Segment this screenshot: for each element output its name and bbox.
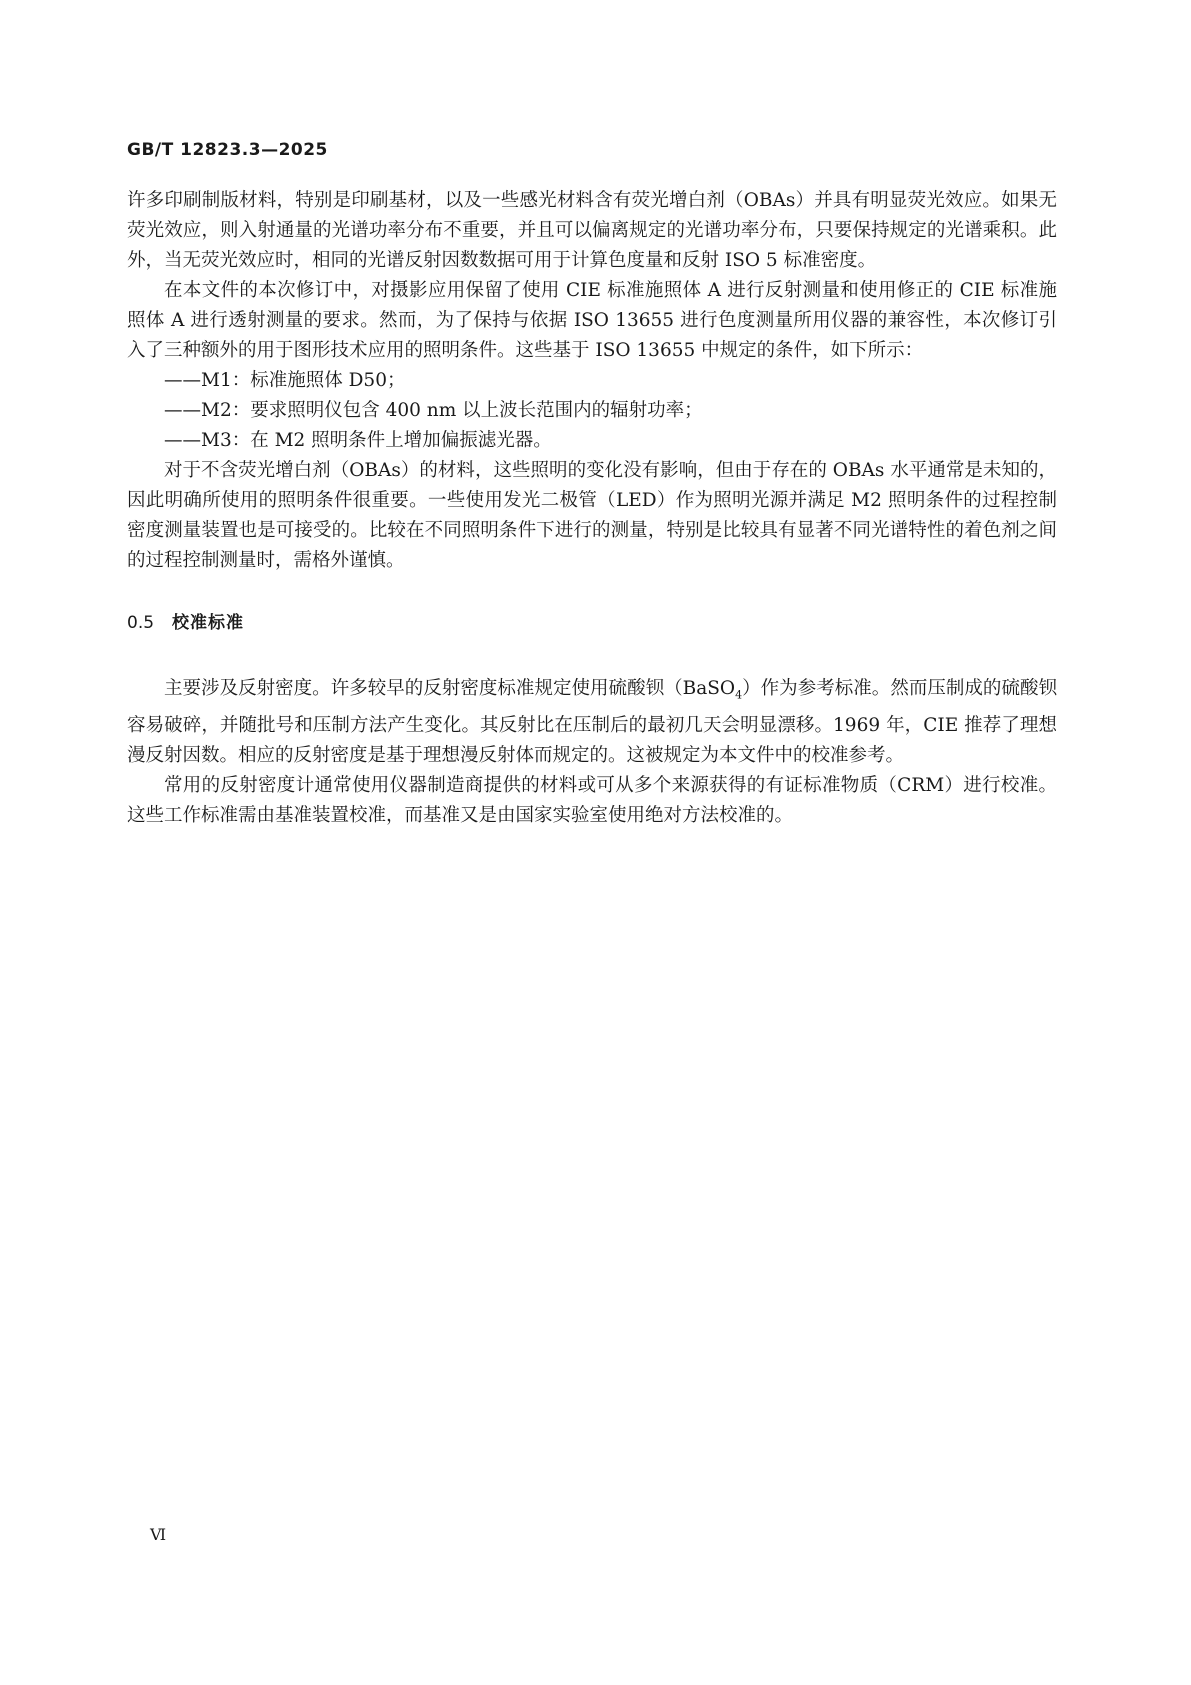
paragraph-revision: 在本文件的本次修订中，对摄影应用保留了使用 CIE 标准施照体 A 进行反射测量和使用修正的 CIE 标准施照体 A 进行透射测量的要求。然而，为了保持与依据 ISO 13655 进行色度测量所用仪器的兼容性，本次修订引入了三种额外的用于图形技术应用的照明条件。这些基于 ISO 13655 中规定的条件，如下所示： [127,280,1057,361]
paragraph-text-part: 主要涉及反射密度。许多较早的反射密度标准规定使用硫酸钡（BaSO [164,678,736,699]
section-heading-0-5 [127,608,1057,638]
list-item-m3: ——M3：在 M2 照明条件上增加偏振滤光器。 [164,430,552,451]
page-number: Ⅵ [150,1525,167,1544]
paragraph-obas: 许多印刷制版材料，特别是印刷基材，以及一些感光材料含有荧光增白剂（OBAs）并具有明显荧光效应。如果无荧光效应，则入射通量的光谱功率分布不重要，并且可以偏离规定的光谱功率分布，只要保持规定的光谱乘积。此外，当无荧光效应时，相同的光谱反射因数数据可用于计算色度量和反射 ISO 5 标准密度。 [127,190,1057,271]
section-title: 校准标准 [172,613,244,633]
paragraph-calibration: 常用的反射密度计通常使用仪器制造商提供的材料或可从多个来源获得的有证标准物质（CRM）进行校准。这些工作标准需由基准装置校准，而基准又是由国家实验室使用绝对方法校准的。 [127,774,1057,826]
paragraph-text-part: ）作为参考标准。然而压制成的硫酸钡容易破碎，并随批号和压制方法产生变化。其反射比在压制后的最初几天会明显漂移。1969 年，CIE 推荐了理想漫反射因数。相应的反射密度是基于理想漫反射体而规定的。这被规定为本文件中的校准参考。 [127,678,1057,766]
paragraph-reflection-density [127,674,1057,771]
subscript-4: 4 [735,688,743,702]
list-item-m1: ——M1：标准施照体 D50； [164,370,406,391]
illumination-conditions-list [127,366,1057,456]
page-body [127,186,1057,831]
document-id: GB/T 12823.3—2025 [127,140,328,160]
list-item-m2: ——M2：要求照明仪包含 400 nm 以上波长范围内的辐射功率； [164,400,703,421]
paragraph-obas-conditions: 对于不含荧光增白剂（OBAs）的材料，这些照明的变化没有影响，但由于存在的 OBAs 水平通常是未知的，因此明确所使用的照明条件很重要。一些使用发光二极管（LED）作为照明光源并满足 M2 照明条件的过程控制密度测量装置也是可接受的。比较在不同照明条件下进行的测量，特别是比较具有显著不同光谱特性的着色剂之间的过程控制测量时，需格外谨慎。 [127,460,1057,571]
section-number: 0.5 [127,613,155,633]
